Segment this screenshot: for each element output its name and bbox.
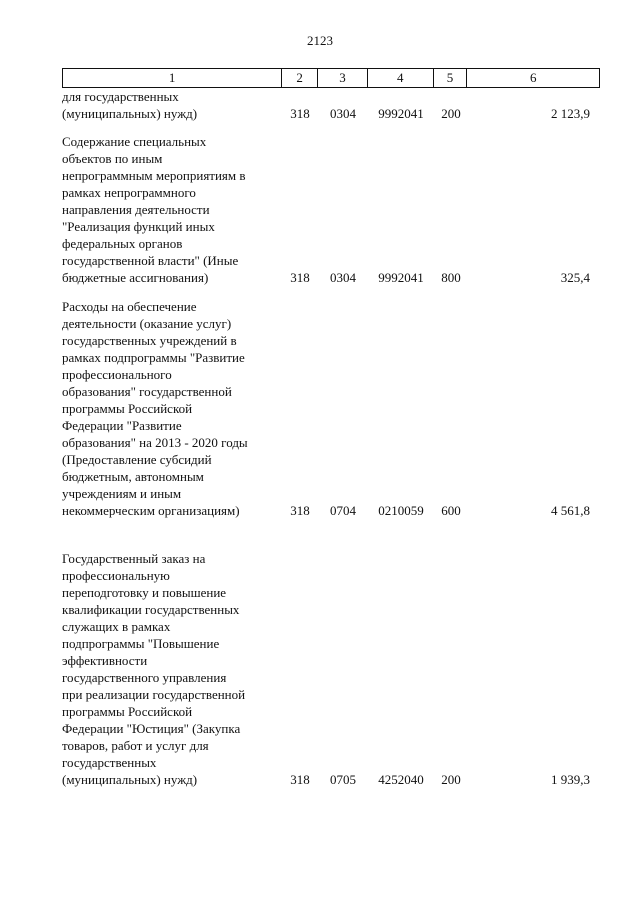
row-code-col4: 4252040 xyxy=(378,772,424,787)
row-code-col4: 9992041 xyxy=(378,270,424,285)
table-header xyxy=(62,68,600,88)
page-number: 2123 xyxy=(307,33,333,48)
table-row xyxy=(62,133,600,286)
row-description: для государственных (муниципальных) нужд) xyxy=(62,89,198,121)
row-amount: 4 561,8 xyxy=(551,503,590,518)
row-code-col2: 318 xyxy=(290,270,310,285)
row-code-col4: 0210059 xyxy=(378,503,424,518)
row-code-col5: 200 xyxy=(441,106,461,121)
row-description: Расходы на обеспечение деятельности (оказание услуг) государственных учреждений в рамках подпрограммы "Развитие профессионального образования" государственной программы Российской Федерации "Развитие образования" на 2013 - 2020 годы (Предоставление субсидий бюджетным, автономным учреждениям и иным некоммерческим организациям) xyxy=(62,299,248,518)
row-description: Содержание специальных объектов по иным непрограммным мероприятиям в рамках непрограммного направления деятельности "Реализация функций иных федеральных органов государственной власти" (Иные бюджетные ассигнования) xyxy=(62,134,246,285)
column-header-4: 4 xyxy=(368,69,434,87)
row-description: Государственный заказ на профессиональную переподготовку и повышение квалификации государственных служащих в рамках подпрограммы "Повышение эффективности государственного управления при реализации государственной программы Российской Федерации "Юстиция" (Закупка товаров, работ и услуг для государственных (муниципальных) нужд) xyxy=(62,551,246,787)
table-row xyxy=(62,550,600,788)
row-code-col4: 9992041 xyxy=(378,106,424,121)
row-code-col5: 200 xyxy=(441,772,461,787)
column-header-6: 6 xyxy=(529,70,537,85)
column-header-5: 5 xyxy=(434,69,468,87)
row-amount: 2 123,9 xyxy=(551,106,590,121)
row-amount: 1 939,3 xyxy=(551,772,590,787)
row-code-col5: 600 xyxy=(441,503,461,518)
column-header-2: 2 xyxy=(282,69,318,87)
row-code-col3: 0304 xyxy=(330,270,356,285)
row-code-col3: 0304 xyxy=(330,106,356,121)
row-code-col2: 318 xyxy=(290,503,310,518)
row-amount: 325,4 xyxy=(560,270,590,285)
row-code-col2: 318 xyxy=(290,772,310,787)
table-row xyxy=(62,298,600,519)
row-code-col3: 0704 xyxy=(330,503,356,518)
row-code-col5: 800 xyxy=(441,270,461,285)
row-code-col3: 0705 xyxy=(330,772,356,787)
table-row xyxy=(62,88,600,122)
row-code-col2: 318 xyxy=(290,106,310,121)
column-header-1: 1 xyxy=(63,69,282,87)
column-header-3: 3 xyxy=(318,69,368,87)
